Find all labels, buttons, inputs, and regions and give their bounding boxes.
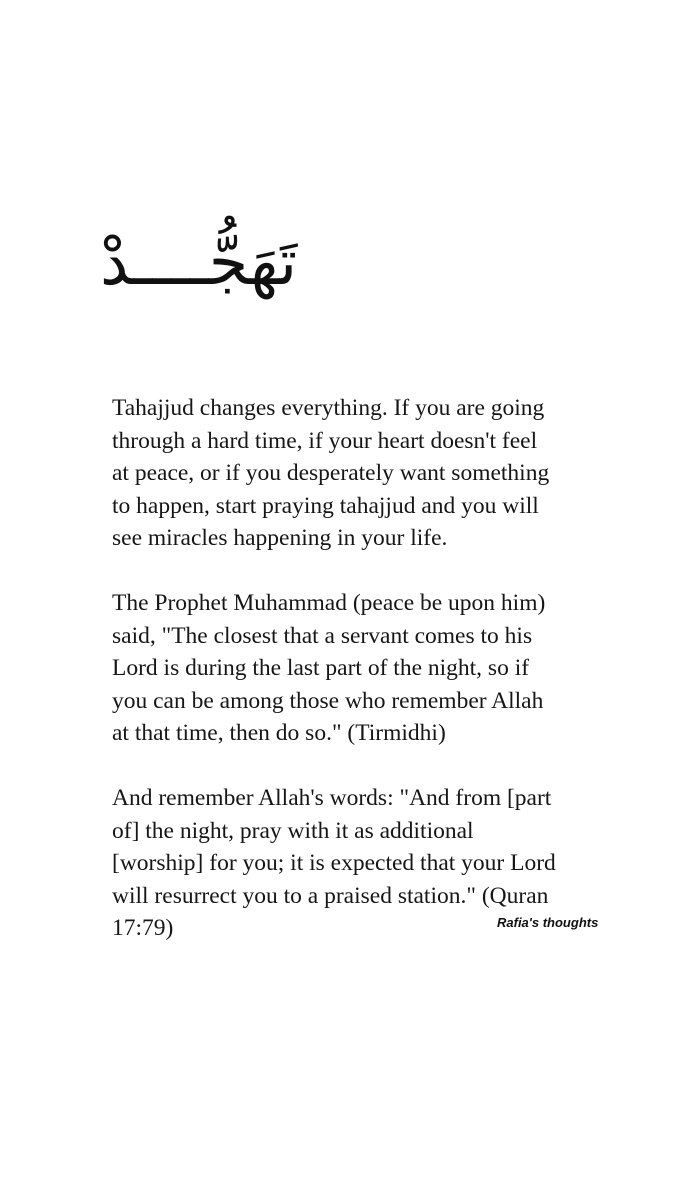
paragraph-intro: Tahajjud changes everything. If you are going through a hard time, if your heart doesn't feel at peace, or if you desperately want something to happen, start praying tahajjud and you will see miracles happening in your life. xyxy=(112,395,550,552)
paragraph-hadith: The Prophet Muhammad (peace be upon him) said, "The closest that a servant comes to his Lord is during the last part of the night, so if you can be among those who remember Allah at that time, then do so." (Tirmidhi) xyxy=(112,589,546,747)
body-text xyxy=(112,392,632,977)
signature: Rafia's thoughts xyxy=(497,915,599,930)
arabic-title: تَهَجُّــــدْ xyxy=(100,226,298,300)
paragraph-quran: And remember Allah's words: "And from [part of] the night, pray with it as additional [worship] for you; it is expected that your Lord will resurrect you to a praised station." (Quran 17:79) xyxy=(112,784,556,942)
